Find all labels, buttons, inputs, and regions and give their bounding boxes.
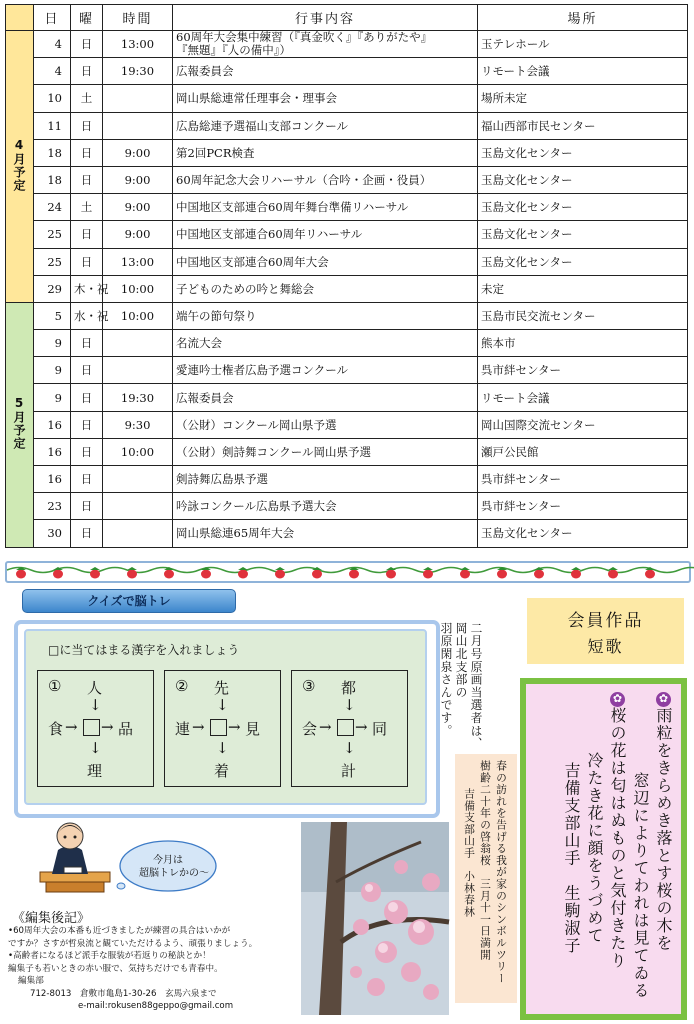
cell-time: 13:00 [103, 31, 173, 58]
cell-place: 未定 [478, 275, 688, 302]
table-row [6, 357, 688, 384]
editor-notes [8, 925, 257, 1013]
member-works-title: 会員作品 [567, 611, 644, 631]
cell-time: 19:30 [103, 58, 173, 85]
cell-place: 場所未定 [478, 85, 688, 112]
arrow-down-icon: ↓ [343, 696, 356, 714]
cell-dow: 日 [71, 139, 103, 166]
strawberry-icon [90, 567, 100, 579]
puzzle-left: 連 [175, 720, 191, 738]
month-label: 5月予定 [12, 396, 26, 451]
cell-place: 呉市絆センター [478, 466, 688, 493]
arrow-down-icon: ↓ [216, 696, 229, 714]
header-day: 日 [34, 5, 71, 31]
cell-event: 中国地区支部連合60周年大会 [173, 248, 478, 275]
puzzle-number: ① [48, 677, 62, 695]
puzzle-left: 食 [48, 720, 64, 738]
cell-day: 11 [34, 112, 71, 139]
cell-event: 愛連吟士権者広島予選コンクール [173, 357, 478, 384]
cell-dow: 日 [71, 166, 103, 193]
tanka-line: 冷たき花に顔をうづめて [585, 752, 604, 945]
header-place: 場所 [478, 5, 688, 31]
table-row [6, 248, 688, 275]
cell-day: 10 [34, 85, 71, 112]
cell-time [103, 466, 173, 493]
table-row [6, 302, 688, 329]
cell-place: 玉島文化センター [478, 248, 688, 275]
cell-day: 16 [34, 438, 71, 465]
strawberry-icon [349, 567, 359, 579]
cell-dow: 日 [71, 466, 103, 493]
month-corner [6, 5, 34, 31]
cell-dow: 日 [71, 357, 103, 384]
tanka-line: 雨粒をきらめき落とす桜の木を [654, 707, 673, 952]
strawberry-icon-row [7, 563, 689, 581]
editor-note-line: •60周年大会の本番も近づきましたが練習の具合はいかが [8, 926, 231, 936]
speech-cloud [117, 836, 219, 894]
cell-day: 29 [34, 275, 71, 302]
cell-time: 10:00 [103, 438, 173, 465]
month-label-cell [6, 31, 34, 303]
cell-dow: 日 [71, 31, 103, 58]
cell-time [103, 85, 173, 112]
table-header [6, 5, 688, 31]
cell-time: 13:00 [103, 248, 173, 275]
cell-place: 玉島文化センター [478, 520, 688, 547]
cell-event: 中国地区支部連合60周年リハーサル [173, 221, 478, 248]
cell-event: 名流大会 [173, 330, 478, 357]
cell-time: 10:00 [103, 302, 173, 329]
cell-dow: 日 [71, 438, 103, 465]
table-row [6, 85, 688, 112]
cloud-line: 超脳トレかの～ [139, 868, 209, 879]
cell-time: 9:00 [103, 166, 173, 193]
tanka-box [520, 678, 687, 1020]
cell-day: 5 [34, 302, 71, 329]
month-label: 4月予定 [12, 137, 26, 192]
table-row [6, 221, 688, 248]
arrow-down-icon: ↓ [343, 739, 356, 757]
table-row [6, 493, 688, 520]
member-works-header [527, 598, 684, 664]
cell-dow: 木・祝 [71, 275, 103, 302]
table-row [6, 194, 688, 221]
tanka-line: 窓辺によりてわれは見てゐる [631, 772, 650, 1000]
arrow-right-icon: → [319, 718, 332, 736]
cell-time: 19:30 [103, 384, 173, 411]
cell-dow: 日 [71, 330, 103, 357]
puzzle-number: ② [175, 677, 189, 695]
strawberry-divider [5, 561, 691, 583]
cell-event: （公財）剣詩舞コンクール岡山県予選 [173, 438, 478, 465]
puzzle-bottom: 着 [214, 762, 230, 780]
arrow-right-icon: → [228, 718, 241, 736]
cell-day: 9 [34, 357, 71, 384]
cell-time: 9:00 [103, 221, 173, 248]
puzzle-right: 同 [372, 720, 388, 738]
quiz-puzzle [164, 670, 281, 787]
cell-dow: 水・祝 [71, 302, 103, 329]
cell-place: 玉島文化センター [478, 194, 688, 221]
table-row [6, 166, 688, 193]
cell-event: （公財）コンクール岡山県予選 [173, 411, 478, 438]
cell-event: 広島総連予選福山支部コンクール [173, 112, 478, 139]
cell-event: 吟詠コンクール広島県予選大会 [173, 493, 478, 520]
cell-time [103, 520, 173, 547]
cell-place: 岡山国際交流センター [478, 411, 688, 438]
cell-event: 子どものための吟と舞総会 [173, 275, 478, 302]
cell-place: 玉島市民交流センター [478, 302, 688, 329]
strawberry-icon [423, 567, 433, 579]
strawberry-icon [127, 567, 137, 579]
cell-place: 熊本市 [478, 330, 688, 357]
table-row [6, 330, 688, 357]
strawberry-icon [275, 567, 285, 579]
spring-poem-line: 春の訪れを告げる我が家のシンボルツリー [495, 760, 508, 985]
cell-time: 9:00 [103, 194, 173, 221]
event-line: 『無題』『人の備中』） [176, 43, 291, 58]
cell-day: 16 [34, 411, 71, 438]
cell-place: リモート会議 [478, 384, 688, 411]
cell-day: 25 [34, 221, 71, 248]
cell-day: 4 [34, 31, 71, 58]
tanka-author: 吉備支部山手 生駒淑子 [562, 762, 581, 955]
cell-day: 23 [34, 493, 71, 520]
cell-dow: 日 [71, 112, 103, 139]
cell-dow: 日 [71, 411, 103, 438]
cell-day: 9 [34, 330, 71, 357]
strawberry-icon [608, 567, 618, 579]
cell-place: リモート会議 [478, 58, 688, 85]
cell-event: 岡山県総連65周年大会 [173, 520, 478, 547]
header-time: 時間 [103, 5, 173, 31]
table-row [6, 112, 688, 139]
cell-day: 18 [34, 166, 71, 193]
cell-day: 30 [34, 520, 71, 547]
answer-box[interactable] [210, 719, 227, 736]
cell-dow: 日 [71, 384, 103, 411]
arrow-down-icon: ↓ [89, 696, 102, 714]
arrow-right-icon: → [355, 718, 368, 736]
cell-day: 24 [34, 194, 71, 221]
cell-event: 広報委員会 [173, 384, 478, 411]
cell-dow: 日 [71, 520, 103, 547]
flower-icon: ✿ [611, 692, 624, 707]
cell-dow: 日 [71, 248, 103, 275]
quiz-title: クイズで脳トレ [22, 589, 236, 613]
header-event: 行事内容 [173, 5, 478, 31]
table-row [6, 384, 688, 411]
table-row [6, 139, 688, 166]
arrow-right-icon: → [65, 718, 78, 736]
cell-time [103, 357, 173, 384]
strawberry-icon [238, 567, 248, 579]
cherry-tree-image [301, 822, 449, 1015]
cell-event: 広報委員会 [173, 58, 478, 85]
cell-time: 9:30 [103, 411, 173, 438]
cell-dow: 土 [71, 85, 103, 112]
arrow-down-icon: ↓ [216, 739, 229, 757]
table-row [6, 58, 688, 85]
table-row [6, 438, 688, 465]
cell-dow: 日 [71, 493, 103, 520]
arrow-right-icon: → [101, 718, 114, 736]
puzzle-left: 会 [302, 720, 318, 738]
cell-place: 玉島文化センター [478, 139, 688, 166]
cell-dow: 土 [71, 194, 103, 221]
winner-note [438, 622, 483, 762]
cell-event: 剣詩舞広島県予選 [173, 466, 478, 493]
flower-icon: ✿ [657, 692, 670, 707]
event-line: 60周年大会集中練習（『真金吹く』『ありがたや』 [176, 30, 433, 45]
table-row [6, 31, 688, 58]
quiz-puzzle [291, 670, 408, 787]
puzzle-right: 見 [245, 720, 261, 738]
cell-time: 9:00 [103, 139, 173, 166]
cell-place: 福山西部市民センター [478, 112, 688, 139]
cell-time [103, 330, 173, 357]
table-row [6, 411, 688, 438]
cell-time [103, 112, 173, 139]
table-row [6, 520, 688, 547]
cell-day: 25 [34, 248, 71, 275]
cell-event: 中国地区支部連合60周年舞台準備リハーサル [173, 194, 478, 221]
tanka-poems [560, 692, 675, 1002]
cell-dow: 日 [71, 58, 103, 85]
cell-place: 玉島文化センター [478, 221, 688, 248]
editor-character-icon [30, 814, 115, 894]
cell-place: 玉島文化センター [478, 166, 688, 193]
cell-event [173, 31, 478, 58]
answer-box[interactable] [83, 719, 100, 736]
cell-time: 10:00 [103, 275, 173, 302]
member-works-subtitle: 短歌 [587, 637, 624, 656]
schedule-table [5, 4, 688, 548]
cell-day: 18 [34, 139, 71, 166]
cloud-line: 今月は [153, 855, 183, 866]
winner-note-line: 岡山北支部の [454, 622, 468, 699]
puzzle-number: ③ [302, 677, 316, 695]
puzzle-top: 都 [341, 679, 357, 697]
editor-afterword-title: 《編集後記》 [12, 911, 91, 926]
editor-note-line: •高齢者になるほど派手な服装が若返りの秘訣とか！ [8, 951, 211, 961]
month-label-cell [6, 302, 34, 547]
cell-event: 第2回PCR検査 [173, 139, 478, 166]
editor-address: 712-8013 倉敷市亀島1-30-26 玄馬六泉まで [30, 988, 217, 999]
editor-email[interactable]: e-mail:rokusen88geppo@gmail.com [78, 1001, 234, 1011]
puzzle-bottom: 計 [341, 762, 357, 780]
puzzle-right: 品 [118, 720, 134, 738]
cell-event: 端午の節句祭り [173, 302, 478, 329]
strawberry-icon [571, 567, 581, 579]
editor-note-line: 編集子も若いときの赤い服で、気持ちだけでも青春中。 [8, 963, 223, 974]
winner-note-line: 羽原閑泉さんです。 [439, 622, 453, 738]
quiz-instruction: □に当てはまる漢字を入れましょう [48, 643, 240, 657]
table-row [6, 466, 688, 493]
cell-day: 4 [34, 58, 71, 85]
table-row [6, 275, 688, 302]
cell-place: 呉市絆センター [478, 357, 688, 384]
spring-poem-line: 樹齢二十年の啓翁桜 三月十一日満開 [479, 760, 492, 961]
spring-poem-author: 吉備支部山手 小林春林 [463, 788, 476, 918]
cell-place: 瀬戸公民館 [478, 438, 688, 465]
strawberry-icon [534, 567, 544, 579]
cell-place: 呉市絆センター [478, 493, 688, 520]
cell-dow: 日 [71, 221, 103, 248]
cell-event: 岡山県総連常任理事会・理事会 [173, 85, 478, 112]
puzzle-top: 先 [214, 679, 230, 697]
cell-place: 玉テレホール [478, 31, 688, 58]
cell-time [103, 493, 173, 520]
cell-event: 60周年記念大会リハーサル（合吟・企画・役員） [173, 166, 478, 193]
quiz-puzzle [37, 670, 154, 787]
answer-box[interactable] [337, 719, 354, 736]
puzzle-bottom: 理 [87, 762, 103, 780]
winner-note-line: 二月号原画当選者は、 [469, 622, 483, 750]
cell-day: 9 [34, 384, 71, 411]
puzzle-top: 人 [87, 679, 103, 697]
cherry-blossom-photo [301, 822, 449, 1015]
spring-poem-box [455, 754, 517, 1003]
tanka-line: 桜の花は匂はぬものと気付きたり [608, 707, 627, 970]
header-dow: 曜 [71, 5, 103, 31]
editor-note-line: ですか？さすが哲泉流と観ていただけるよう、頑張りましょう。 [8, 938, 258, 949]
editor-dept: 編集部 [18, 976, 44, 986]
cell-day: 16 [34, 466, 71, 493]
arrow-right-icon: → [192, 718, 205, 736]
arrow-down-icon: ↓ [89, 739, 102, 757]
